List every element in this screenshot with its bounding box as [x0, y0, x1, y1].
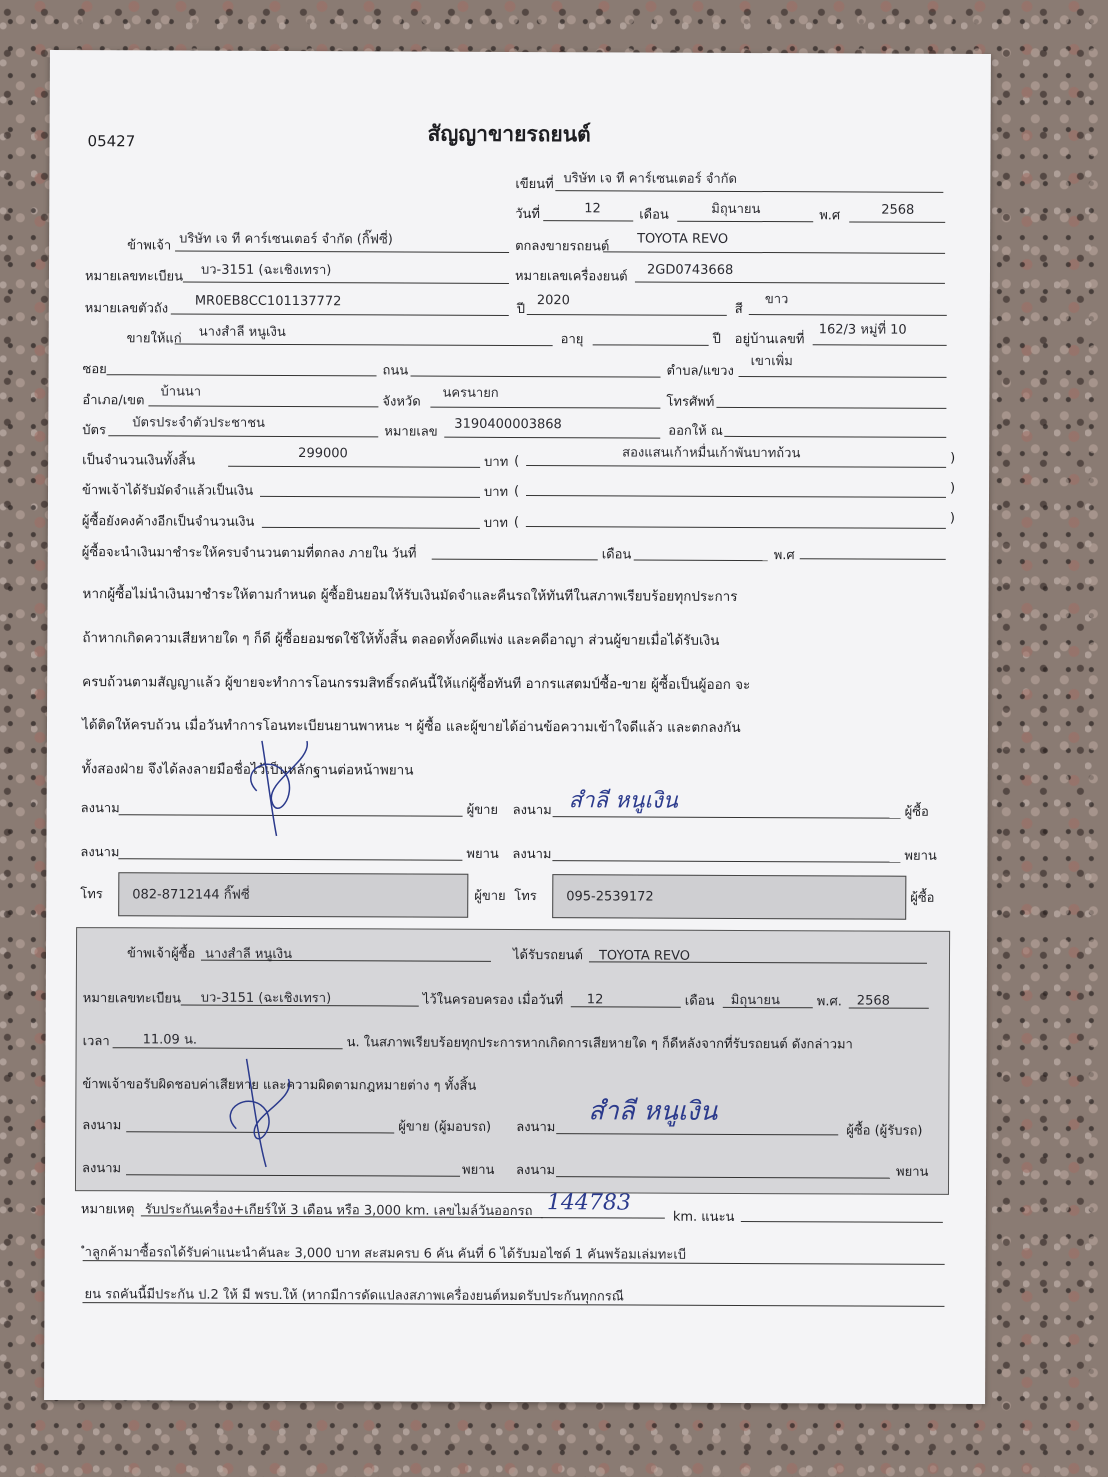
color-line: [749, 314, 947, 316]
subdistrict-label: ตำบล/แขวง: [666, 363, 734, 379]
receipt-witness-1-label: พยาน: [462, 1162, 495, 1178]
card-no-label: หมายเลข: [384, 424, 438, 440]
contract-paper: [44, 50, 991, 1404]
chassis-label: หมายเลขตัวถัง: [84, 301, 169, 317]
remaining-line: [262, 527, 480, 529]
receipt-witness-2-sign-label: ลงนาม: [516, 1162, 556, 1179]
address-label: อยู่บ้านเลขที่: [734, 331, 805, 348]
receipt-condition: น. ในสภาพเรียบร้อยทุกประการหากเกิดการเสียหายใด ๆ ก็ดีหลังจากที่รับรถยนต์ ดังกล่าวมา: [346, 1035, 853, 1053]
total-words-line: [526, 465, 946, 468]
car-model: TOYOTA REVO: [637, 231, 729, 247]
buyer-phone: 095-2539172: [566, 889, 654, 905]
seller-line: [175, 251, 509, 253]
receipt-year-label: พ.ศ.: [816, 994, 842, 1010]
color-value: ขาว: [764, 292, 789, 308]
buyer-name-line: [175, 344, 553, 347]
province-label: จังหวัด: [382, 394, 421, 410]
date-label: วันที่: [515, 206, 541, 223]
card-no: 3190400003868: [454, 416, 562, 433]
year-label: พ.ศ: [819, 208, 841, 224]
remarks-tail-line: [741, 1221, 943, 1223]
receipt-time-label: เวลา: [82, 1034, 110, 1050]
engine-label: หมายเลขเครื่องยนต์: [514, 268, 628, 285]
month-value: มิถุนายน: [711, 201, 761, 218]
district-label: อำเภอ/เขต: [82, 393, 145, 409]
terms-line-5: ทั้งสองฝ่าย จึงได้ลงลายมือชื่อไว้เป็นหลักฐานต่อหน้าพยาน: [81, 761, 414, 779]
due-year-line: [800, 558, 946, 560]
document-number: 05427: [87, 132, 136, 151]
total-line: [228, 466, 480, 468]
seller-signature-mark: [217, 731, 337, 842]
deposit-line: [260, 496, 480, 498]
age-label: อายุ: [560, 332, 584, 348]
witness-1-line: [118, 858, 462, 861]
district-value: บ้านนา: [160, 384, 202, 400]
plate-line: [183, 282, 509, 284]
receipt-buyer-signature: สำลี หนูเงิน: [588, 1096, 718, 1127]
receipt-witness-sign-label: ลงนาม: [82, 1161, 122, 1177]
vehicle-year-label: ปี: [516, 301, 526, 318]
receipt-possession-label: ไว้ในครอบครอง เมื่อวันที่: [422, 992, 564, 1009]
receipt-liability: ข้าพเจ้าขอรับผิดชอบค่าเสียหาย และความผิดตามกฎหมายต่าง ๆ ทั้งสิ้น: [82, 1077, 477, 1094]
engine-line: [635, 282, 945, 284]
buyer-sign-line: [553, 816, 901, 819]
phone-buyer-label: ผู้ซื้อ: [910, 890, 935, 906]
age-line: [593, 344, 709, 346]
remaining-label: ผู้ซื้อยังคงค้างอีกเป็นจำนวนเงิน: [81, 514, 255, 530]
due-label: ผู้ซื้อจะนำเงินมาชำระให้ครบจำนวนตามที่ตกลง ภายใน วันที่: [81, 545, 417, 562]
engine-value: 2GD0743668: [646, 262, 734, 278]
witness-2-label: พยาน: [904, 848, 937, 864]
remarks-mileage-line: [541, 1217, 665, 1219]
card-type-line: [108, 435, 378, 437]
buyer-phone-label: โทร: [514, 888, 537, 905]
car-model-line: [603, 251, 945, 253]
terms-line-2: ถ้าหากเกิดความเสียหายใด ๆ ก็ดี ผู้ซื้อยอมชดใช้ให้ทั้งสิ้น ตลอดทั้งคดีแพ่ง และคดีอาญา ส่วนผู้ขายเมื่อได้รับเงิน: [82, 630, 720, 649]
receipt-received-label: ได้รับรถยนต์: [512, 947, 584, 964]
receipt-time: 11.09 น.: [142, 1032, 198, 1048]
receipt-month: มิถุนายน: [730, 992, 780, 1009]
witness-2-sign-label: ลงนาม: [512, 846, 552, 863]
remarks-text-2: ำลูกค้ามาซื้อรถได้รับค่าแนะนำคันละ 3,000 บาท สะสมครบ 6 คัน คันที่ 6 ได้รับมอไซด์ 1 คันพร้อมเล่มทะเบี: [84, 1245, 687, 1263]
issued-line: [724, 436, 946, 438]
subdistrict-value: เขาเพิ่ม: [750, 354, 793, 370]
receipt-seller-sign-label: ลงนาม: [82, 1118, 122, 1134]
vehicle-year: 2020: [536, 293, 570, 309]
buyer-sign-prefix: ลงนาม: [512, 802, 552, 819]
witness-1-label: พยาน: [466, 846, 499, 862]
month-label: เดือน: [639, 207, 669, 223]
receipt-seller-signature-mark: [206, 1049, 317, 1169]
date-day: 12: [584, 201, 601, 217]
remarks-text-3: ยน รถคันนี้มีประกัน ป.2 ให้ มี พรบ.ให้ (หากมีการดัดแปลงสภาพเครื่องยนต์หมดรับประกันทุกกรณี: [84, 1287, 624, 1305]
remarks-km-label: km. แนะน: [672, 1209, 735, 1225]
chassis-value: MR0EB8CC101137772: [194, 293, 342, 310]
receipt-buyer-sign-label: ลงนาม: [516, 1119, 556, 1136]
total-open-paren: (: [514, 453, 520, 470]
remaining-close-paren: ): [949, 510, 956, 526]
year-value: 2568: [881, 202, 915, 218]
witness-sign-label: ลงนาม: [80, 845, 120, 861]
card-no-line: [444, 437, 660, 439]
remarks-text-1: รับประกันเครื่อง+เกียร์ให้ 3 เดือน หรือ 3,000 km. เลขไมล์วันออกรถ: [144, 1202, 533, 1220]
receipt-buyer-receive-label: ผู้ซื้อ (ผู้รับรถ): [846, 1123, 923, 1139]
deposit-open-paren: (: [513, 483, 520, 500]
phone-label: โทรศัพท์: [666, 394, 715, 410]
soi-line: [107, 374, 377, 376]
remaining-words-line: [526, 526, 946, 529]
plate-value: บว-3151 (ฉะเชิงเทรา): [200, 262, 332, 279]
deposit-close-paren: ): [950, 480, 956, 496]
vehicle-receipt-box: [75, 927, 950, 1195]
road-label: ถนน: [382, 363, 409, 379]
total-amount: 299000: [298, 446, 348, 462]
date-day-line: [543, 220, 633, 221]
address-line: [813, 344, 947, 346]
buyer-signature: สำลี หนูเงิน: [568, 788, 678, 814]
province-line: [430, 407, 660, 409]
receipt-plate: บว-3151 (ฉะเชิงเทรา): [200, 990, 332, 1007]
terms-line-1: หากผู้ซื้อไม่นำเงินมาชำระให้ตามกำหนด ผู้ซื้อยินยอมให้รับเงินมัดจำและคืนรถให้ทันทีในสภาพเรียบร้อยทุกประการ: [82, 586, 738, 605]
chassis-line: [171, 313, 509, 315]
sell-to-label: ขายให้แก่: [126, 331, 182, 347]
plate-label: หมายเลขทะเบียน: [84, 269, 184, 285]
receipt-car-model: TOYOTA REVO: [598, 948, 691, 964]
month-line: [677, 221, 813, 223]
due-day-line: [432, 559, 598, 561]
card-label: บัตร: [82, 423, 107, 439]
receipt-month-label: เดือน: [684, 993, 715, 1009]
receipt-day: 12: [586, 992, 604, 1008]
phone-seller-label: ผู้ขาย: [474, 888, 506, 904]
district-line: [148, 405, 378, 407]
receipt-witness-2-label: พยาน: [896, 1164, 929, 1180]
remaining-baht: บาท: [483, 515, 509, 531]
deposit-words-line: [526, 495, 946, 498]
buyer-name: นางสำลี หนูเงิน: [198, 324, 286, 340]
seller-label: ข้าพเจ้า: [127, 238, 172, 254]
terms-line-4: ได้ติดให้ครบถ้วน เมื่อวันทำการโอนทะเบียนยานพาหนะ ฯ ผู้ซื้อ และผู้ขายได้อ่านข้อความเข้าใจดีแล้ว และตกลงกัน: [81, 717, 741, 736]
receipt-buyer-label: ข้าพเจ้าผู้ซื้อ: [126, 946, 196, 962]
receipt-witness-2-line: [556, 1176, 890, 1178]
receipt-year: 2568: [856, 993, 890, 1009]
buyer-sign-label: ผู้ซื้อ: [904, 804, 929, 820]
terms-line-3: ครบถ้วนตามสัญญาแล้ว ผู้ขายจะทำการโอนกรรมสิทธิ์รถคันนี้ให้แก่ผู้ซื้อทันที อากรแสตมป์ซื้อ-ขาย ผู้ซื้อเป็นผู้ออก จะ: [82, 674, 751, 694]
due-month-label: เดือน: [601, 547, 632, 563]
due-year-label: พ.ศ: [773, 548, 795, 564]
province-value: นครนายก: [442, 385, 499, 401]
receipt-buyer-sign-line: [556, 1133, 838, 1135]
deposit-baht: บาท: [483, 484, 509, 500]
agree-sell-label: ตกลงขายรถยนต์: [515, 238, 610, 255]
seller-name: บริษัท เจ ที คาร์เซนเตอร์ จำกัด (กิ๊ฟซี่): [179, 231, 393, 248]
receipt-seller-deliver-label: ผู้ขาย (ผู้มอบรถ): [398, 1119, 492, 1135]
remarks-label: หมายเหตุ: [80, 1202, 135, 1218]
due-month-line: [634, 560, 768, 562]
phone-row-label: โทร: [80, 887, 103, 903]
soi-label: ซอย: [82, 362, 107, 378]
total-close-paren: ): [950, 450, 956, 466]
subdistrict-line: [739, 376, 947, 378]
total-words: สองแสนเก้าหมื่นเก้าพันบาทถ้วน: [622, 445, 801, 462]
written-at-value: บริษัท เจ ที คาร์เซนเตอร์ จำกัด: [563, 171, 738, 187]
receipt-plate-label: หมายเลขทะเบียน: [82, 991, 181, 1007]
written-at-line: [555, 190, 943, 193]
card-type: บัตรประจำตัวประชาชน: [132, 415, 265, 431]
seller-phone: 082-8712144 กิ๊ฟซี่: [132, 887, 250, 903]
sign-label: ลงนาม: [80, 801, 120, 817]
age-years-label: ปี: [712, 331, 721, 347]
total-label: เป็นจำนวนเงินทั้งสิ้น: [82, 453, 196, 469]
seller-sign-label: ผู้ขาย: [466, 802, 499, 818]
year-line: [849, 221, 945, 222]
receipt-buyer-name: นางสำลี หนูเงิน: [204, 946, 293, 963]
issued-label: ออกให้ ณ: [668, 423, 723, 439]
road-line: [411, 376, 661, 378]
written-at-label: เขียนที่: [515, 176, 554, 193]
phone-line: [716, 407, 946, 409]
document-title: สัญญาขายรถยนต์: [427, 121, 591, 147]
color-label: สี: [734, 301, 743, 317]
address-no: 162/3 หมู่ที่ 10: [818, 322, 907, 338]
vehicle-year-line: [527, 314, 727, 316]
total-baht: บาท: [484, 454, 509, 470]
remaining-open-paren: (: [513, 514, 520, 531]
witness-2-line: [552, 860, 900, 863]
deposit-label: ข้าพเจ้าได้รับมัดจำแล้วเป็นเงิน: [81, 483, 254, 499]
receipt-witness-1-line: [126, 1174, 460, 1176]
remarks-mileage: 144783: [546, 1190, 631, 1216]
